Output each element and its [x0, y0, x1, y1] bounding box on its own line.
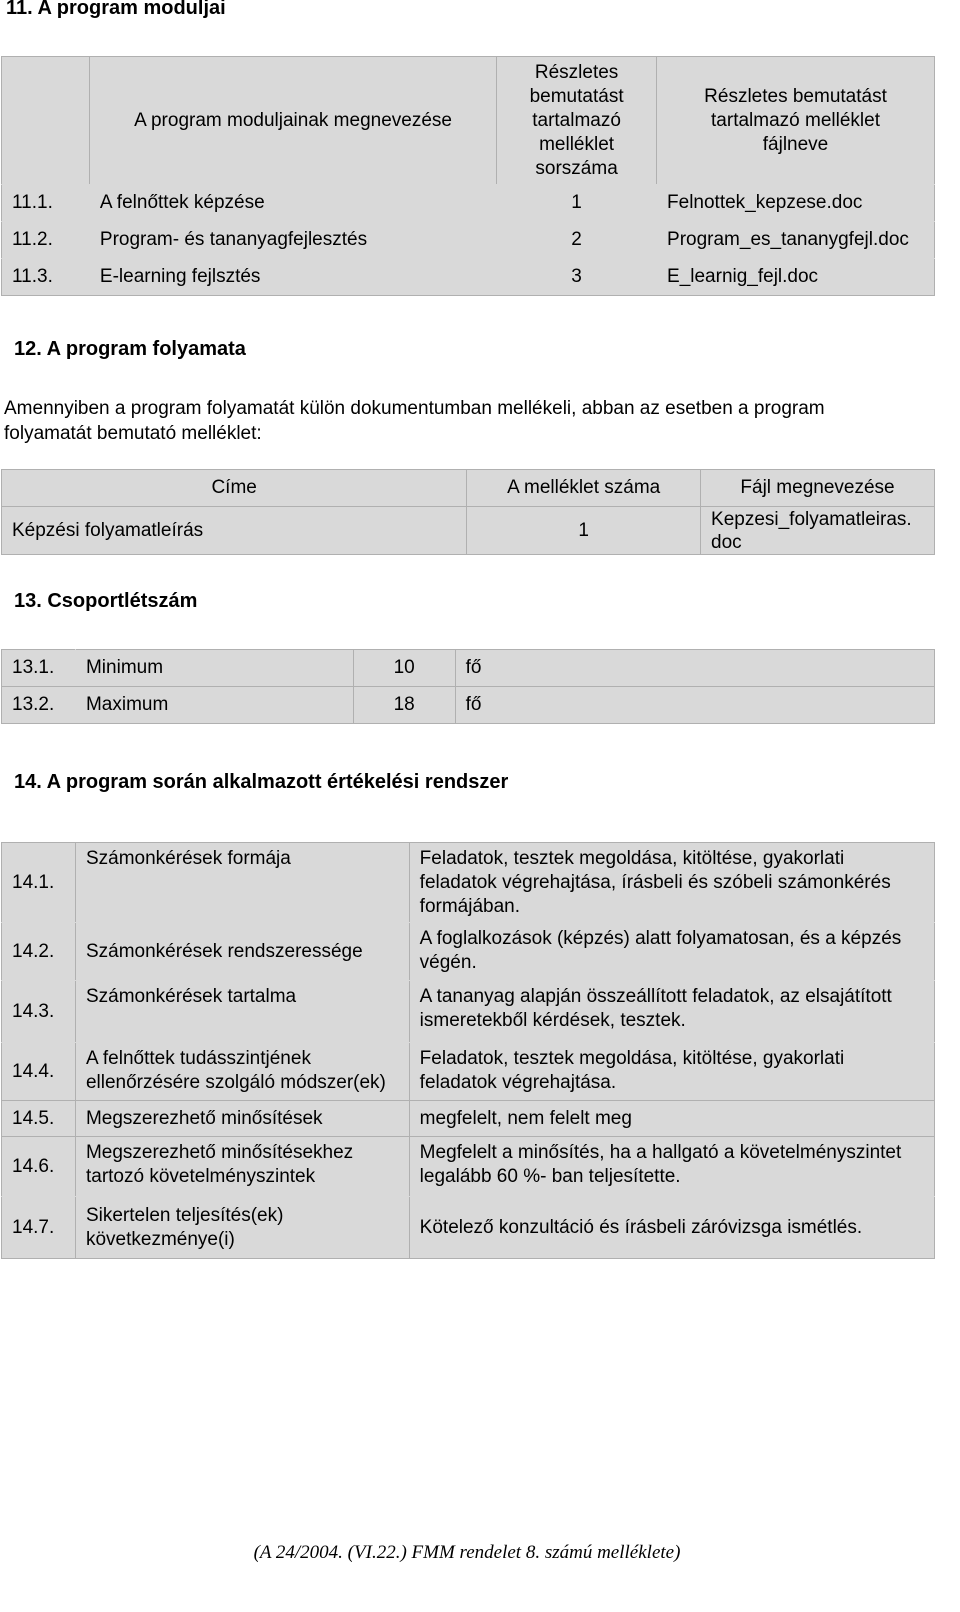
- module-name: Program- és tananyagfejlesztés: [89, 222, 496, 259]
- module-file: Felnottek_kepzese.doc: [657, 185, 935, 222]
- table-row: [2, 687, 935, 724]
- attachment-file-header: Részletes bemutatást tartalmazó melléklet fájlneve: [657, 57, 935, 185]
- attachment-index-header: Részletes bemutatást tartalmazó melléklet sorszáma: [497, 57, 657, 185]
- process-file-name: Kepzesi_folyamatleiras. doc: [701, 507, 935, 555]
- process-table: [1, 469, 935, 555]
- group-size-label: Minimum: [75, 650, 353, 687]
- evaluation-value: A foglalkozások (képzés) alatt folyamatosan, és a képzés végén.: [409, 923, 934, 981]
- evaluation-number: 14.5.: [2, 1101, 76, 1137]
- group-size-unit: fő: [455, 687, 934, 724]
- process-title: Képzési folyamatleírás: [2, 507, 467, 555]
- group-size-unit: fő: [455, 650, 934, 687]
- process-header-row: [2, 470, 935, 507]
- table-row: [2, 923, 935, 981]
- process-attachment-number: 1: [467, 507, 701, 555]
- group-size-value: 18: [353, 687, 455, 724]
- evaluation-label: Számonkérések tartalma: [75, 981, 409, 1043]
- evaluation-value: Kötelező konzultáció és írásbeli záróvizsga ismétlés.: [409, 1197, 934, 1259]
- table-row: [2, 507, 935, 555]
- group-size-number: 13.2.: [2, 687, 76, 724]
- group-size-value: 10: [353, 650, 455, 687]
- module-index: 1: [497, 185, 657, 222]
- group-size-label: Maximum: [75, 687, 353, 724]
- modules-header-row: [2, 57, 935, 185]
- module-number: 11.2.: [2, 222, 90, 259]
- table-row: [2, 185, 935, 222]
- table-row: [2, 1197, 935, 1259]
- evaluation-number: 14.7.: [2, 1197, 76, 1259]
- table-row: [2, 222, 935, 259]
- evaluation-value: megfelelt, nem felelt meg: [409, 1101, 934, 1137]
- module-file: Program_es_tananygfejl.doc: [657, 222, 935, 259]
- title-header: Címe: [2, 470, 467, 507]
- evaluation-label: A felnőttek tudásszintjének ellenőrzésére szolgáló módszer(ek): [75, 1043, 409, 1101]
- evaluation-number: 14.2.: [2, 923, 76, 981]
- table-row: [2, 1101, 935, 1137]
- table-row: [2, 981, 935, 1043]
- file-name-header: Fájl megnevezése: [701, 470, 935, 507]
- group-size-table: [1, 649, 935, 724]
- table-row: [2, 1137, 935, 1197]
- module-name-header: A program moduljainak megnevezése: [89, 57, 496, 185]
- module-number: 11.3.: [2, 259, 90, 296]
- section-12-title: 12. A program folyamata: [14, 338, 246, 360]
- evaluation-label: Megszerezhető minősítésekhez tartozó követelményszintek: [75, 1137, 409, 1197]
- evaluation-label: Számonkérések rendszeressége: [75, 923, 409, 981]
- evaluation-label: Számonkérések formája: [75, 843, 409, 923]
- table-row: [2, 843, 935, 923]
- attachment-number-header: A melléklet száma: [467, 470, 701, 507]
- evaluation-label: Sikertelen teljesítés(ek) következménye(i): [75, 1197, 409, 1259]
- table-row: [2, 259, 935, 296]
- module-name: A felnőttek képzése: [89, 185, 496, 222]
- section-13-title: 13. Csoportlétszám: [14, 590, 198, 612]
- evaluation-value: A tananyag alapján összeállított feladatok, az elsajátított ismeretekből kérdések, tesztek.: [409, 981, 934, 1043]
- evaluation-value: Megfelelt a minősítés, ha a hallgató a követelményszintet legalább 60 %- ban teljesítette.: [409, 1137, 934, 1197]
- page-footer: (A 24/2004. (VI.22.) FMM rendelet 8. számú melléklete): [253, 1542, 681, 1563]
- evaluation-number: 14.3.: [2, 981, 76, 1043]
- module-index: 2: [497, 222, 657, 259]
- evaluation-number: 14.4.: [2, 1043, 76, 1101]
- modules-table: [1, 56, 935, 296]
- group-size-number: 13.1.: [2, 650, 76, 687]
- evaluation-value: Feladatok, tesztek megoldása, kitöltése, gyakorlati feladatok végrehajtása, írásbeli és szóbeli számonkérés formájában.: [409, 843, 934, 923]
- evaluation-value: Feladatok, tesztek megoldása, kitöltése, gyakorlati feladatok végrehajtása.: [409, 1043, 934, 1101]
- module-file: E_learnig_fejl.doc: [657, 259, 935, 296]
- evaluation-number: 14.1.: [2, 843, 76, 923]
- module-number: 11.1.: [2, 185, 90, 222]
- evaluation-table: [1, 842, 935, 1259]
- evaluation-number: 14.6.: [2, 1137, 76, 1197]
- process-description: Amennyiben a program folyamatát külön dokumentumban mellékeli, abban az esetben a program folyamatát bemutató melléklet:: [4, 398, 825, 444]
- table-row: [2, 1043, 935, 1101]
- evaluation-label: Megszerezhető minősítések: [75, 1101, 409, 1137]
- module-name: E-learning fejlsztés: [89, 259, 496, 296]
- table-row: [2, 650, 935, 687]
- section-14-title: 14. A program során alkalmazott értékelési rendszer: [14, 771, 509, 793]
- module-index: 3: [497, 259, 657, 296]
- section-11-title: 11. A program moduljai: [6, 0, 226, 19]
